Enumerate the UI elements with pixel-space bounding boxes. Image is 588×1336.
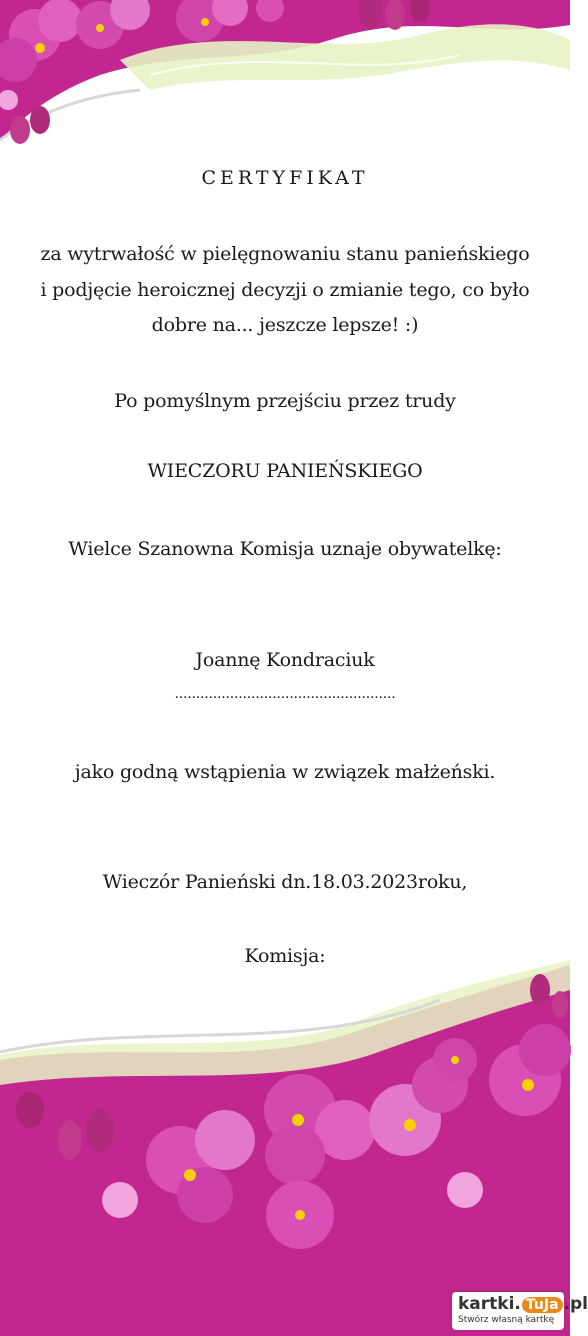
dotted-line: ....................................................	[174, 686, 396, 702]
date-line: Wieczór Panieński dn.18.03.2023roku,	[102, 871, 468, 893]
event-name: WIECZORU PANIEŃSKIEGO	[147, 460, 423, 482]
intro-line-2: i podjęcie heroicznej decyzji o zmianie tego, co było	[40, 279, 530, 301]
bottom-floral-decoration	[0, 960, 570, 1336]
intro-line-3: dobre na... jeszcze lepsze! :)	[151, 314, 419, 336]
after-trials-text: Po pomyślnym przejściu przez trudy	[114, 390, 456, 412]
logo-tagline: Stwórz własną kartkę	[458, 1315, 555, 1325]
logo-brand: kartki. TuJa .pl	[458, 1294, 588, 1314]
signature-label: Komisja:	[244, 945, 326, 967]
recipient-name: Joannę Kondraciuk	[195, 649, 375, 671]
kartki-tuja-logo[interactable]	[452, 1292, 588, 1330]
certificate-title: CERTYFIKAT	[201, 167, 369, 189]
committee-statement: Wielce Szanowna Komisja uznaje obywatelkę:	[68, 538, 502, 560]
intro-line-1: za wytrwałość w pielęgnowaniu stanu panieńskiego	[40, 243, 530, 265]
conclusion-text: jako godną wstąpienia w związek małżeński.	[74, 761, 496, 783]
